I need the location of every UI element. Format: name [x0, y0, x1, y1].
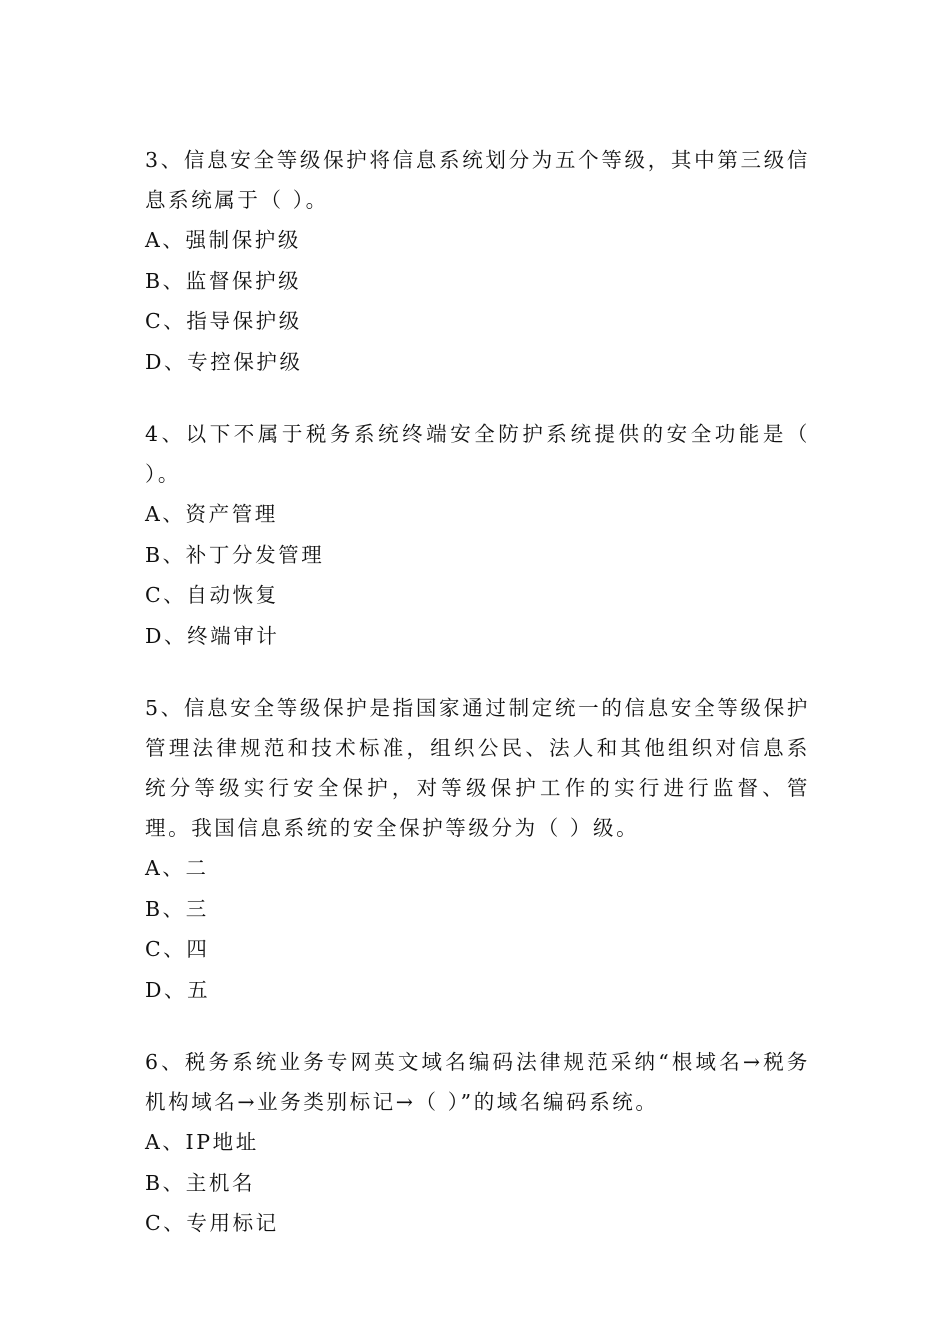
option-d: D、专控保护级	[145, 349, 303, 374]
spacer	[145, 662, 810, 688]
question-3	[145, 140, 810, 382]
option-b: B、主机名	[145, 1170, 256, 1195]
question-text: 6、税务系统业务专网英文域名编码法律规范采纳“根域名→税务机构域名→业务类别标记→（ ）”的域名编码系统。	[145, 1050, 810, 1114]
option-c: C、自动恢复	[145, 583, 279, 607]
question-5	[145, 688, 810, 1010]
option-b: B、三	[145, 896, 209, 921]
option-a: A、IP地址	[145, 1130, 259, 1154]
question-text: 4、以下不属于税务系统终端安全防护系统提供的安全功能是（ ）。	[145, 422, 810, 486]
document-page	[145, 140, 810, 1250]
spacer	[145, 388, 810, 414]
question-4	[145, 414, 810, 656]
option-d: D、五	[145, 977, 211, 1002]
option-list	[145, 494, 810, 656]
option-d: D、终端审计	[145, 623, 280, 648]
option-c: C、专用标记	[145, 1211, 279, 1235]
option-a: A、二	[145, 856, 209, 880]
option-list	[145, 220, 810, 382]
question-6	[145, 1042, 810, 1244]
option-a: A、强制保护级	[145, 228, 302, 252]
option-b: B、补丁分发管理	[145, 542, 325, 567]
question-text: 5、信息安全等级保护是指国家通过制定统一的信息安全等级保护管理法律规范和技术标准，组织公民、法人和其他组织对信息系统分等级实行安全保护，对等级保护工作的实行进行监督、管理。我国信息系统的安全保护等级分为（ ）级。	[145, 696, 810, 840]
option-list	[145, 848, 810, 1010]
spacer	[145, 1016, 810, 1042]
question-text: 3、信息安全等级保护将信息系统划分为五个等级，其中第三级信息系统属于（ ）。	[145, 148, 810, 212]
option-list	[145, 1122, 810, 1244]
option-a: A、资产管理	[145, 502, 278, 526]
option-c: C、指导保护级	[145, 309, 302, 333]
option-c: C、四	[145, 937, 210, 961]
option-b: B、监督保护级	[145, 268, 302, 293]
